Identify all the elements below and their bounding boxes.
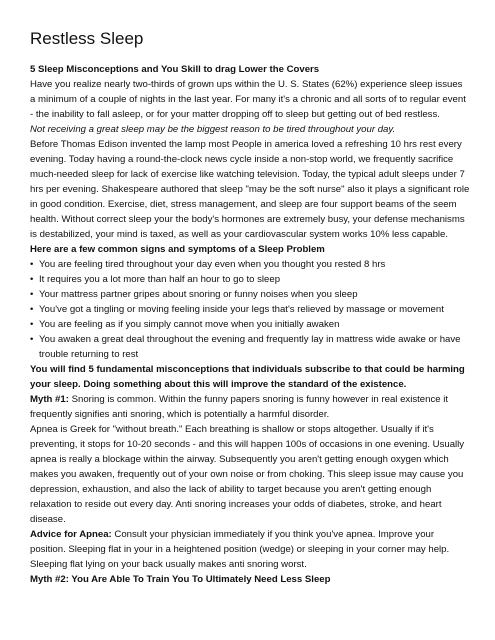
myth-1-paragraph <box>30 392 470 422</box>
section-heading-symptoms: Here are a few common signs and symptoms of a Sleep Problem <box>30 244 325 255</box>
symptoms-list <box>30 257 470 362</box>
myth-1-label: Myth #1: <box>30 394 69 405</box>
history-paragraph: Before Thomas Edison invented the lamp most People in america loved a refreshing 10 hrs rest every evening. Today having a round-the-clock news cycle inside a non-stop world, we frequently sacrifice much-needed sleep for lack of exercise like watching television. Today, the typical adult sleeps under 7 hrs per evening. Shakespeare authored that sleep "may be the soft nurse" also it plays a significant role in good condition. Exercise, diet, stress management, and sleep are four support beams of the seem health. Without correct sleep your the body's hormones are extremely busy, your defense mechanisms is destabilized, your mind is taxed, as well as your cardiovascular system works 10% less capable. <box>30 139 470 240</box>
list-item <box>30 272 470 287</box>
myth-1-text: Snoring is common. Within the funny papers snoring is funny however in real existence it frequently signifies anti snoring, which is potentially a harmful disorder. <box>30 394 449 420</box>
italic-statement: Not receiving a great sleep may be the biggest reason to be tired throughout your day. <box>30 124 396 135</box>
bullet-icon: • <box>30 304 34 315</box>
apnea-advice-label: Advice for Apnea: <box>30 529 112 540</box>
bullet-icon: • <box>30 274 34 285</box>
bullet-icon: • <box>30 289 34 300</box>
list-item-text: You are feeling as if you simply cannot move when you initially awaken <box>39 319 340 330</box>
list-item-text: You awaken a great deal throughout the evening and frequently lay in mattress wide awake or have trouble returning to rest <box>39 334 461 360</box>
list-item <box>30 317 470 332</box>
section-heading-misconceptions: 5 Sleep Misconceptions and You Skill to drag Lower the Covers <box>30 64 320 75</box>
section-heading-myth-2: Myth #2: You Are Able To Train You To Ultimately Need Less Sleep <box>30 574 331 585</box>
bullet-icon: • <box>30 319 34 330</box>
document-body <box>30 62 470 587</box>
bullet-icon: • <box>30 259 34 270</box>
list-item-text: It requires you a lot more than half an hour to go to sleep <box>39 274 281 285</box>
apnea-paragraph: Apnea is Greek for "without breath." Each breathing is shallow or stops altogether. Usually if it's preventing, it stops for 10-20 seconds - and this will happen 100s of occasions in one evening. Usually apnea is really a blockage within the airway. Subsequently you aren't getting enough oxygen which makes you awaken, frequently out of your own noise or from choking. This sleep issue may cause you depression, exhaustion, and also the lack of ability to target because you aren't getting enough relaxation to reside out every day. Anti snoring increases your odds of diabetes, stroke, and heart disease. <box>30 424 465 525</box>
intro-paragraph: Have you realize nearly two-thirds of grown ups within the U. S. States (62%) experience sleep issues a minimum of a couple of nights in the last year. For many it's a chronic and all sorts of to regular event - the inability to fall asleep, or for your matter dropping off to sleep but getting out of bed restless. <box>30 79 466 120</box>
list-item <box>30 302 470 317</box>
list-item <box>30 287 470 302</box>
apnea-advice-paragraph <box>30 527 470 572</box>
list-item-text: You are feeling tired throughout your day even when you thought you rested 8 hrs <box>39 259 386 270</box>
bullet-icon: • <box>30 334 34 345</box>
section-heading-five-misconceptions: You will find 5 fundamental misconceptions that individuals subscribe to that could be harming your sleep. Doing something about this will improve the standard of the existence. <box>30 364 465 390</box>
list-item-text: Your mattress partner gripes about snoring or funny noises when you sleep <box>39 289 358 300</box>
page-title: Restless Sleep <box>30 29 144 48</box>
list-item <box>30 257 470 272</box>
list-item-text: You've got a tingling or moving feeling inside your legs that's relieved by massage or movement <box>39 304 444 315</box>
apnea-advice-text: Consult your physician immediately if you think you've apnea. Improve your position. Sleeping flat in your in a heightened position (wedge) or sleeping in your corner may help. Sleeping flat lying on your back usually makes anti snoring worst. <box>30 529 450 570</box>
list-item <box>30 332 470 362</box>
